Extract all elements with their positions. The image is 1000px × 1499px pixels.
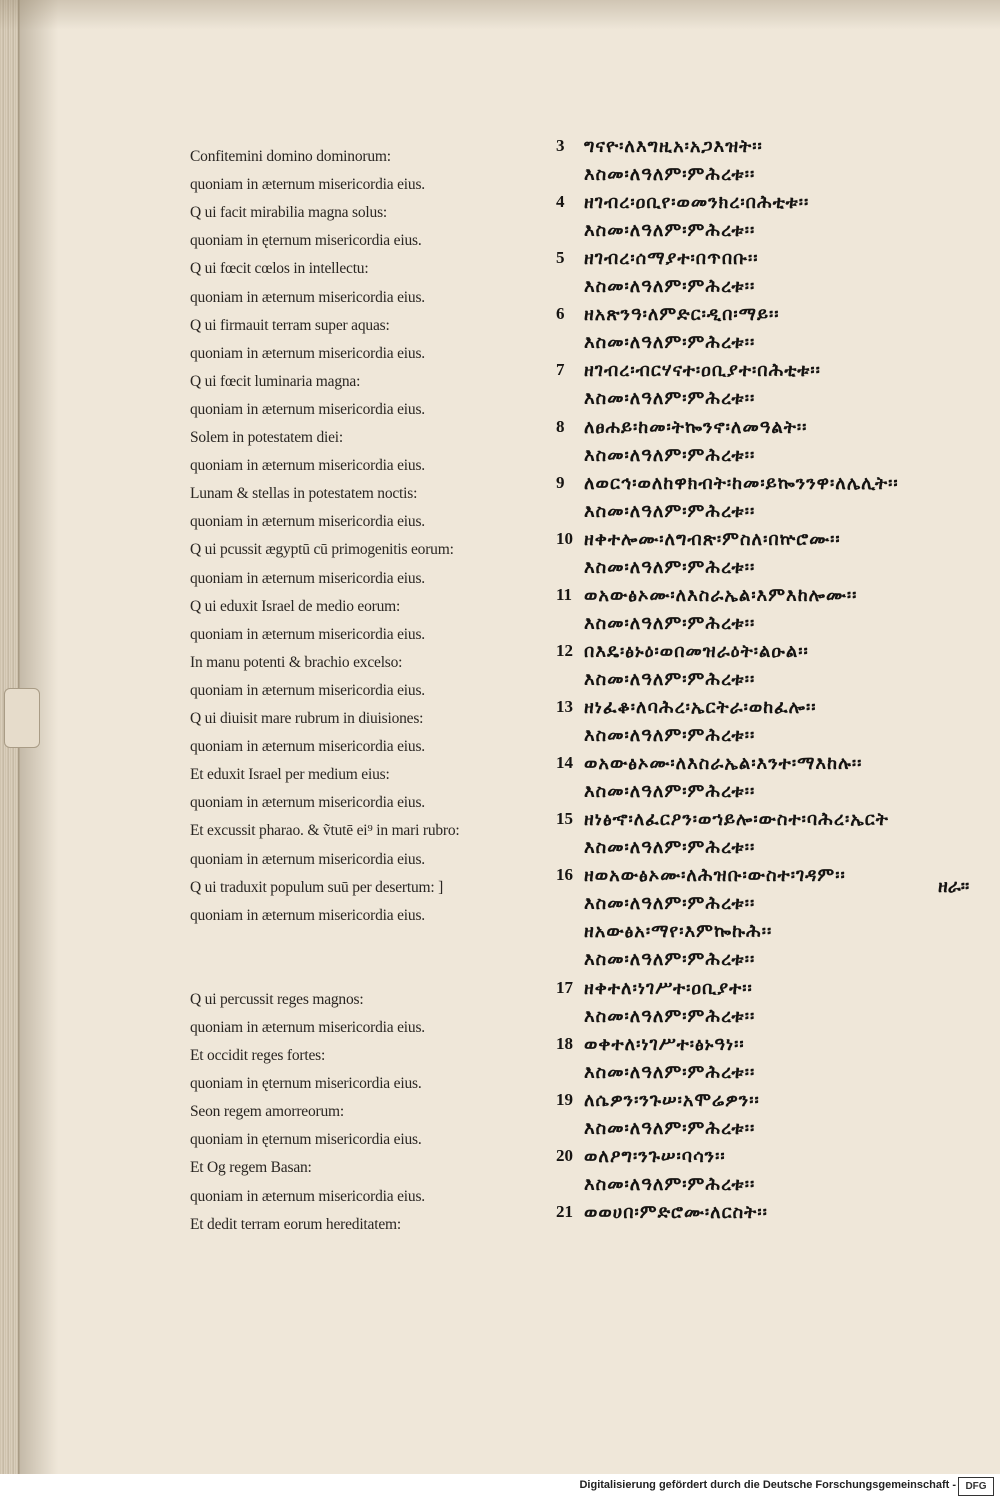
footer-bar (0, 1474, 1000, 1499)
verse-number: 17 (556, 977, 573, 997)
latin-line: Lunam & stellas in potestatem noctis: (190, 485, 418, 503)
verse-number: 18 (556, 1033, 573, 1053)
latin-line: quoniam in ęternum misericordia eius. (190, 1075, 422, 1093)
latin-line: quoniam in æternum misericordia eius. (190, 906, 425, 924)
geez-text: እስመ፡ለዓለም፡ምሕረቱ፡፡ (584, 949, 756, 971)
latin-line: quoniam in æternum misericordia eius. (190, 457, 425, 475)
geez-text: ለወርኅ፡ወለከዋክብት፡ከመ፡ይኰንንዋ፡ለሌሊት፡፡ (584, 472, 899, 494)
latin-line: Q ui pcussit ægyptū cū primogenitis eorum: (190, 541, 454, 559)
latin-line: quoniam in ęternum misericordia eius. (190, 232, 422, 250)
geez-text: እስመ፡ለዓለም፡ምሕረቱ፡፡ (584, 781, 756, 803)
latin-line: Q ui fœcit cœlos in intellectu: (190, 260, 369, 278)
verse-number: 3 (556, 136, 565, 155)
latin-line: Q ui traduxit populum suū per desertum: ] (190, 878, 444, 896)
geez-text: እስመ፡ለዓለም፡ምሕረቱ፡፡ (584, 220, 756, 242)
latin-line: quoniam in æternum misericordia eius. (190, 1018, 425, 1036)
latin-line: quoniam in æternum misericordia eius. (190, 176, 425, 194)
verse-number: 10 (556, 528, 573, 548)
latin-line: In manu potenti & brachio excelso: (190, 653, 403, 671)
geez-text: እስመ፡ለዓለም፡ምሕረቱ፡፡ (584, 725, 756, 747)
book-clasp-tab (4, 688, 40, 748)
geez-text: እስመ፡ለዓለም፡ምሕረቱ፡፡ (584, 837, 756, 859)
verse-number: 9 (556, 472, 565, 492)
verse-number: 16 (556, 865, 573, 885)
geez-text: ለሴዎን፡ንጉሠ፡አሞሬዎን፡፡ (584, 1089, 760, 1111)
latin-line: quoniam in ęternum misericordia eius. (190, 1131, 422, 1149)
geez-text: ዘገብረ፡ብርሃናተ፡ዐቢያተ፡በሕቲቱ፡፡ (584, 360, 821, 382)
geez-text: ወወሀበ፡ምድሮሙ፡ለርስት፡፡ (584, 1201, 768, 1223)
latin-line: quoniam in æternum misericordia eius. (190, 513, 425, 531)
latin-line: Seon regem amorreorum: (190, 1103, 344, 1121)
geez-text: እስመ፡ለዓለም፡ምሕረቱ፡፡ (584, 1061, 756, 1083)
latin-line: Q ui fœcit luminaria magna: (190, 372, 361, 390)
latin-line: quoniam in æternum misericordia eius. (190, 400, 425, 418)
geez-text: ዘቀተሎሙ፡ለግብጽ፡ምስለ፡በኵሮሙ፡፡ (584, 528, 841, 550)
geez-text: ለፀሐይ፡ከመ፡ትኰንኖ፡ለመዓልት፡፡ (584, 416, 808, 438)
geez-text: በእዴ፡ፅኑዕ፡ወበመዝራዕት፡ልዑል፡፡ (584, 640, 809, 662)
geez-text: እስመ፡ለዓለም፡ምሕረቱ፡፡ (584, 1117, 756, 1139)
latin-line: Et dedit terram eorum hereditatem: (190, 1215, 401, 1233)
geez-text: ዘወአውፅኦሙ፡ለሕዝቡ፡ውስተ፡ገዳም፡፡ (584, 865, 846, 887)
latin-line: Confitemini domino dominorum: (190, 148, 391, 165)
latin-line: Et excussit pharao. & ṽtutē ei⁹ in mari rubro: (190, 822, 460, 840)
latin-line: quoniam in æternum misericordia eius. (190, 288, 425, 306)
geez-text: እስመ፡ለዓለም፡ምሕረቱ፡፡ (584, 612, 756, 634)
geez-text: እስመ፡ለዓለም፡ምሕረቱ፡፡ (584, 444, 756, 466)
verse-number: 4 (556, 192, 565, 212)
geez-text: ዘገብረ፡ሰማያተ፡በጥበቡ፡፡ (584, 248, 759, 270)
latin-line: quoniam in æternum misericordia eius. (190, 850, 425, 868)
geez-text: ግናዮ፡ለእግዚአ፡አጋእዝት፡፡ (584, 136, 763, 157)
geez-text: ወቀተለ፡ነገሥተ፡ፅኑዓነ፡፡ (584, 1033, 745, 1055)
geez-text: እስመ፡ለዓለም፡ምሕረቱ፡፡ (584, 1005, 756, 1027)
geez-text: ወለዖግ፡ንጉሠ፡ባሳን፡፡ (584, 1145, 726, 1167)
funding-credit: Digitalisierung gefördert durch die Deutsche Forschungsgemeinschaft - (579, 1479, 956, 1491)
verse-number: 19 (556, 1089, 573, 1109)
geez-text: ወአውፅኦሙ፡ለእስራኤል፡እምእከሎሙ፡፡ (584, 584, 858, 606)
geez-text: እስመ፡ለዓለም፡ምሕረቱ፡፡ (584, 1173, 756, 1195)
latin-line: Q ui eduxit Israel de medio eorum: (190, 597, 401, 615)
verse-number: 11 (556, 584, 573, 604)
verse-number: 8 (556, 416, 565, 436)
latin-line: quoniam in æternum misericordia eius. (190, 738, 425, 756)
latin-line: quoniam in æternum misericordia eius. (190, 1187, 425, 1205)
latin-line: Q ui firmauit terram super aquas: (190, 316, 390, 334)
geez-text: እስመ፡ለዓለም፡ምሕረቱ፡፡ (584, 164, 756, 186)
geez-continuation: ዘራ፡፡ (938, 876, 970, 897)
verse-number: 15 (556, 809, 573, 829)
latin-line: quoniam in æternum misericordia eius. (190, 794, 425, 812)
geez-text: ዘአውፅአ፡ማየ፡እምኰኩሕ፡፡ (584, 921, 773, 943)
geez-text: እስመ፡ለዓለም፡ምሕረቱ፡፡ (584, 668, 756, 690)
latin-line: Q ui diuisit mare rubrum in diuisiones: (190, 710, 424, 727)
verse-number: 21 (556, 1201, 573, 1221)
latin-line: quoniam in æternum misericordia eius. (190, 625, 425, 643)
geez-text: እስመ፡ለዓለም፡ምሕረቱ፡፡ (584, 388, 756, 410)
geez-text: ወአውፅኦሙ፡ለእስራኤል፡እንተ፡ማእከሉ፡፡ (584, 753, 863, 775)
verse-number: 13 (556, 697, 573, 716)
latin-line: Et Og regem Basan: (190, 1159, 312, 1177)
verse-number: 7 (556, 360, 565, 380)
latin-line: Et eduxit Israel per medium eius: (190, 766, 390, 784)
geez-text: ዘነፈቆ፡ለባሕረ፡ኤርትራ፡ወከፈሎ፡፡ (584, 697, 817, 718)
verse-number: 6 (556, 304, 565, 324)
geez-text: ዘነፅኆ፡ለፈርዖን፡ወኀይሎ፡ውስተ፡ባሕረ፡ኤርት (584, 809, 889, 831)
latin-line: Et occidit reges fortes: (190, 1047, 326, 1064)
geez-text: ዘአጽንዓ፡ለምድር፡ዲበ፡ማይ፡፡ (584, 304, 780, 326)
latin-line: quoniam in æternum misericordia eius. (190, 681, 425, 699)
geez-text: እስመ፡ለዓለም፡ምሕረቱ፡፡ (584, 276, 756, 298)
verse-number: 14 (556, 753, 573, 773)
geez-text: እስመ፡ለዓለም፡ምሕረቱ፡፡ (584, 556, 756, 578)
latin-line: Q ui facit mirabilia magna solus: (190, 204, 388, 222)
verse-number: 20 (556, 1145, 573, 1165)
latin-line: quoniam in æternum misericordia eius. (190, 344, 425, 362)
latin-line: Q ui percussit reges magnos: (190, 990, 364, 1008)
geez-text: ዘቀተለ፡ነገሥተ፡ዐቢያተ፡፡ (584, 977, 753, 999)
top-shadow (0, 0, 1000, 30)
geez-text: እስመ፡ለዓለም፡ምሕረቱ፡፡ (584, 500, 756, 522)
geez-text: እስመ፡ለዓለም፡ምሕረቱ፡፡ (584, 332, 756, 354)
dfg-logo: DFG (958, 1477, 994, 1496)
verse-number: 5 (556, 248, 565, 268)
geez-text: እስመ፡ለዓለም፡ምሕረቱ፡፡ (584, 893, 756, 915)
verse-number: 12 (556, 640, 573, 660)
latin-line: quoniam in æternum misericordia eius. (190, 569, 425, 587)
geez-text: ዘገብረ፡ዐቢየ፡ወመንክረ፡በሕቲቱ፡፡ (584, 192, 810, 214)
latin-line: Solem in potestatem diei: (190, 429, 343, 446)
